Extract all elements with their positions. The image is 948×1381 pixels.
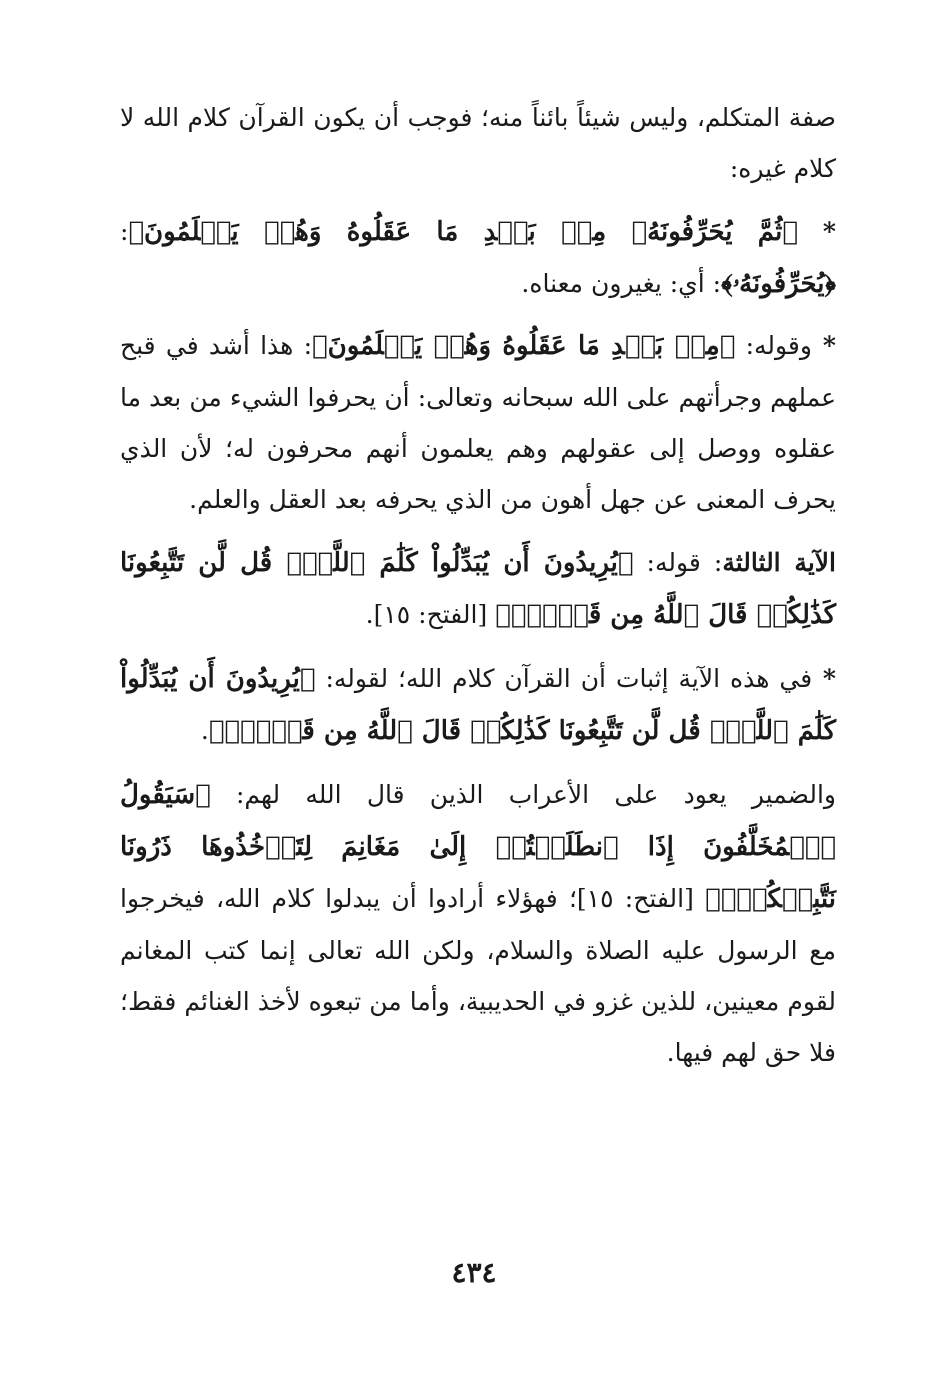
- text-segment: :: [120, 217, 129, 246]
- page-number: ٤٣٤: [451, 1256, 497, 1289]
- paragraph-2: [120, 206, 836, 310]
- paragraph-1: [120, 92, 836, 194]
- quran-verse: ﴿مِنۢ بَعۡدِ مَا عَقَلُوهُ وَهُمۡ يَعۡلَمُونَ﴾: [312, 331, 736, 361]
- text-segment: في هذه الآية إثبات أن القرآن كلام الله؛ لقوله:: [315, 664, 813, 693]
- bullet-star: *: [812, 664, 836, 693]
- text-segment: : هذا أشد في قبح عملهم وجرأتهم على الله سبحانه وتعالى: أن يحرفوا الشيء من بعد ما عقلوه ووصل إلى عقولهم وهم يعلمون أنهم محرفون له؛ لأن الذي يحرف المعنى عن جهل أهون من الذي يحرفه بعد العقل والعلم.: [120, 331, 836, 514]
- paragraph-5: [120, 653, 836, 757]
- quran-verse: ﴿سَيَقُولُ ٱلۡمُخَلَّفُونَ إِذَا ٱنطَلَقۡتُمۡ إِلَىٰ مَغَانِمَ لِتَأۡخُذُوهَا ذَرُونَا نَتَّبِعۡكُمۡۖ﴾: [120, 780, 836, 914]
- text-segment: صفة المتكلم، وليس شيئاً بائناً منه؛ فوجب أن يكون القرآن كلام الله لا كلام غيره:: [120, 103, 836, 183]
- quran-verse: ﴿ثُمَّ يُحَرِّفُونَهُۥ مِنۢ بَعۡدِ مَا عَقَلُوهُ وَهُمۡ يَعۡلَمُونَ﴾: [128, 217, 798, 247]
- text-segment: والضمير يعود على الأعراب الذين قال الله لهم:: [210, 780, 836, 809]
- bullet-star: *: [797, 217, 836, 246]
- quran-verse: ﴿يُرِيدُونَ أَن يُبَدِّلُواْ كَلَٰمَ ٱللَّهِۚ قُل لَّن تَتَّبِعُونَا كَذَٰلِكُمۡ قَالَ ٱللَّهُ مِن قَبۡلُۖ﴾: [120, 548, 836, 630]
- quran-verse: ﴿يُرِيدُونَ أَن يُبَدِّلُواْ كَلَٰمَ ٱللَّهِۚ قُل لَّن تَتَّبِعُونَا كَذَٰلِكُمۡ قَالَ ٱللَّهُ مِن قَبۡلُۖ﴾: [120, 664, 836, 746]
- section-heading: الآية الثالثة: [722, 548, 836, 577]
- quran-word: ﴿يُحَرِّفُونَهُۥ﴾: [721, 269, 836, 299]
- verse-reference: [الفتح: ١٥].: [365, 600, 496, 629]
- paragraph-4: [120, 537, 836, 641]
- bullet-star: *: [811, 331, 837, 360]
- text-segment: .: [200, 716, 209, 745]
- paragraph-6: [120, 769, 836, 1078]
- paragraph-3: [120, 320, 836, 525]
- text-segment: : قوله:: [633, 548, 723, 577]
- text-segment: : أي: يغيرون معناه.: [521, 269, 722, 298]
- text-segment: وقوله:: [735, 331, 812, 360]
- text-segment: [الفتح: ١٥]؛ فهؤلاء أرادوا أن يبدلوا كلام الله، فيخرجوا مع الرسول عليه الصلاة والسلام، ولكن الله تعالى إنما كتب المغانم لقوم معينين، للذين غزو في الحديبية، وأما من تبعوه لأخذ الغنائم فقط؛ فلا حق لهم فيها.: [120, 884, 836, 1067]
- page-body: [120, 92, 836, 1090]
